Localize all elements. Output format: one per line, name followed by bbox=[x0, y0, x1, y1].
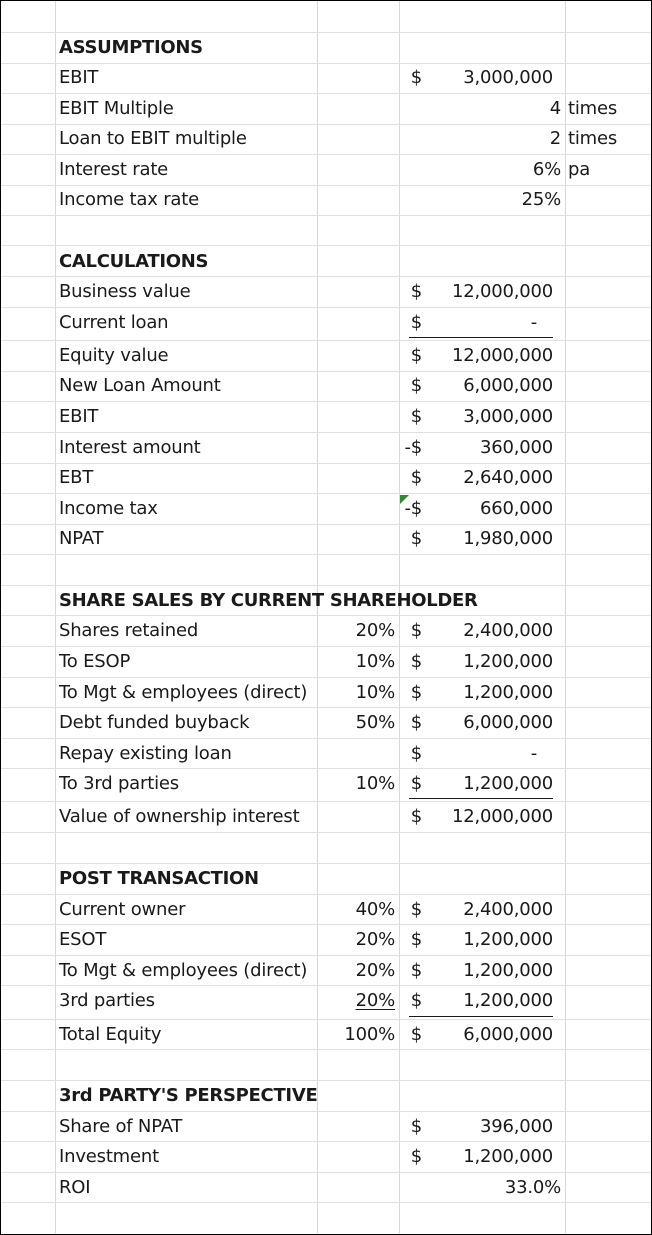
negative-dollar-sign: -$ bbox=[404, 437, 422, 458]
dollar-sign: $ bbox=[410, 899, 422, 920]
amount-value: 3,000,000 bbox=[463, 406, 553, 427]
dollar-sign: $ bbox=[410, 1024, 422, 1045]
amount-value: 2,400,000 bbox=[463, 620, 553, 641]
row-label: Business value bbox=[59, 281, 191, 302]
table-row[interactable] bbox=[1, 769, 651, 799]
row-label: Debt funded buyback bbox=[59, 712, 250, 733]
row-label: To 3rd parties bbox=[59, 773, 179, 794]
amount-value: 1,980,000 bbox=[463, 528, 553, 549]
amount-value: 4 bbox=[549, 98, 561, 119]
dollar-sign: $ bbox=[410, 1116, 422, 1137]
table-row[interactable] bbox=[1, 739, 651, 769]
row-label: New Loan Amount bbox=[59, 375, 221, 396]
amount-value: - bbox=[530, 312, 537, 333]
percent-value: 10% bbox=[355, 773, 395, 794]
amount-value: 1,200,000 bbox=[463, 773, 553, 794]
dollar-sign: $ bbox=[410, 651, 422, 672]
row-label: Repay existing loan bbox=[59, 743, 232, 764]
amount-value: 6% bbox=[532, 159, 561, 180]
amount-value: 1,200,000 bbox=[463, 651, 553, 672]
row-label: ROI bbox=[59, 1177, 91, 1198]
percent-value: 100% bbox=[344, 1024, 395, 1045]
amount-value: 6,000,000 bbox=[463, 375, 553, 396]
table-row[interactable] bbox=[1, 925, 651, 955]
table-row[interactable] bbox=[1, 1142, 651, 1172]
dollar-sign: $ bbox=[410, 281, 422, 302]
dollar-sign: $ bbox=[410, 528, 422, 549]
amount-value: 12,000,000 bbox=[451, 345, 553, 366]
row-label: EBIT Multiple bbox=[59, 98, 174, 119]
row-label: Income tax rate bbox=[59, 189, 199, 210]
percent-value: 40% bbox=[355, 899, 395, 920]
dollar-sign: $ bbox=[410, 467, 422, 488]
table-row[interactable] bbox=[1, 708, 651, 738]
table-row[interactable] bbox=[1, 155, 651, 185]
table-row[interactable] bbox=[1, 647, 651, 677]
row-label: 3rd parties bbox=[59, 990, 155, 1011]
row-label: Total Equity bbox=[59, 1024, 162, 1045]
assumptions-heading: ASSUMPTIONS bbox=[59, 37, 203, 58]
row-label: Current owner bbox=[59, 899, 186, 920]
row-label: Investment bbox=[59, 1146, 159, 1167]
table-row[interactable] bbox=[1, 1020, 651, 1050]
row-label: EBIT bbox=[59, 406, 99, 427]
row-label: Income tax bbox=[59, 498, 158, 519]
row-label: Equity value bbox=[59, 345, 169, 366]
table-row[interactable] bbox=[1, 463, 651, 493]
row-label: Current loan bbox=[59, 312, 169, 333]
table-row[interactable] bbox=[1, 433, 651, 463]
amount-value: 1,200,000 bbox=[463, 990, 553, 1011]
amount-value: 1,200,000 bbox=[463, 960, 553, 981]
dollar-sign: $ bbox=[410, 345, 422, 366]
percent-value: 10% bbox=[355, 682, 395, 703]
percent-value: 50% bbox=[355, 712, 395, 733]
subtotal-underline bbox=[409, 337, 553, 338]
row-label: Shares retained bbox=[59, 620, 199, 641]
percent-value: 10% bbox=[355, 651, 395, 672]
amount-value: 3,000,000 bbox=[463, 67, 553, 88]
dollar-sign: $ bbox=[410, 929, 422, 950]
dollar-sign: $ bbox=[410, 682, 422, 703]
unit-label: times bbox=[568, 98, 618, 119]
table-row[interactable] bbox=[1, 524, 651, 554]
subtotal-underline bbox=[409, 1016, 553, 1017]
amount-value: 396,000 bbox=[479, 1116, 553, 1137]
dollar-sign: $ bbox=[410, 712, 422, 733]
dollar-sign: $ bbox=[410, 1146, 422, 1167]
calculations-heading: CALCULATIONS bbox=[59, 251, 209, 272]
table-row[interactable] bbox=[1, 986, 651, 1016]
amount-value: 12,000,000 bbox=[451, 806, 553, 827]
row-label: EBT bbox=[59, 467, 94, 488]
table-row[interactable] bbox=[1, 341, 651, 371]
table-row[interactable] bbox=[1, 494, 651, 524]
table-row[interactable] bbox=[1, 616, 651, 646]
dollar-sign: $ bbox=[410, 620, 422, 641]
table-row[interactable] bbox=[1, 185, 651, 215]
dollar-sign: $ bbox=[410, 806, 422, 827]
unit-label: times bbox=[568, 128, 618, 149]
amount-value: - bbox=[530, 743, 537, 764]
table-row[interactable] bbox=[1, 371, 651, 401]
negative-dollar-sign: -$ bbox=[404, 498, 422, 519]
dollar-sign: $ bbox=[410, 773, 422, 794]
section-heading-row[interactable] bbox=[1, 247, 651, 277]
row-label: Loan to EBIT multiple bbox=[59, 128, 247, 149]
table-row[interactable] bbox=[1, 308, 651, 338]
row-gridline bbox=[1, 554, 651, 555]
amount-value: 6,000,000 bbox=[463, 1024, 553, 1045]
table-row[interactable] bbox=[1, 956, 651, 986]
row-label: To Mgt & employees (direct) bbox=[59, 960, 308, 981]
amount-value: 1,200,000 bbox=[463, 929, 553, 950]
dollar-sign: $ bbox=[410, 312, 422, 333]
amount-value: 12,000,000 bbox=[451, 281, 553, 302]
share-sales-heading: SHARE SALES BY CURRENT SHAREHOLDER bbox=[59, 590, 478, 611]
table-row[interactable] bbox=[1, 63, 651, 93]
percent-value: 20% bbox=[355, 960, 395, 981]
amount-value: 2,400,000 bbox=[463, 899, 553, 920]
row-label: Interest amount bbox=[59, 437, 201, 458]
table-row[interactable] bbox=[1, 895, 651, 925]
percent-value: 20% bbox=[355, 990, 395, 1011]
amount-value: 360,000 bbox=[479, 437, 553, 458]
post-transaction-heading: POST TRANSACTION bbox=[59, 868, 259, 889]
dollar-sign: $ bbox=[410, 990, 422, 1011]
amount-value: 2 bbox=[549, 128, 561, 149]
dollar-sign: $ bbox=[410, 375, 422, 396]
amount-value: 33.0% bbox=[504, 1177, 561, 1198]
table-row[interactable] bbox=[1, 1173, 651, 1203]
row-label: NPAT bbox=[59, 528, 104, 549]
percent-value: 20% bbox=[355, 620, 395, 641]
percent-value: 20% bbox=[355, 929, 395, 950]
third-party-heading: 3rd PARTY'S PERSPECTIVE bbox=[59, 1085, 318, 1106]
dollar-sign: $ bbox=[410, 960, 422, 981]
unit-label: pa bbox=[568, 159, 591, 180]
row-label: To Mgt & employees (direct) bbox=[59, 682, 308, 703]
row-label: Value of ownership interest bbox=[59, 806, 300, 827]
dollar-sign: $ bbox=[410, 743, 422, 764]
table-row[interactable] bbox=[1, 1112, 651, 1142]
amount-value: 1,200,000 bbox=[463, 682, 553, 703]
row-gridline bbox=[1, 832, 651, 833]
table-row[interactable] bbox=[1, 678, 651, 708]
dollar-sign: $ bbox=[410, 406, 422, 427]
amount-value: 25% bbox=[521, 189, 561, 210]
table-row[interactable] bbox=[1, 94, 651, 124]
row-gridline bbox=[1, 245, 651, 246]
amount-value: 1,200,000 bbox=[463, 1146, 553, 1167]
row-gridline bbox=[1, 215, 651, 216]
row-label: Interest rate bbox=[59, 159, 169, 180]
row-label: Share of NPAT bbox=[59, 1116, 183, 1137]
section-heading-row[interactable] bbox=[1, 864, 651, 894]
amount-value: 660,000 bbox=[479, 498, 553, 519]
subtotal-underline bbox=[409, 798, 553, 799]
amount-value: 2,640,000 bbox=[463, 467, 553, 488]
section-heading-row[interactable] bbox=[1, 33, 651, 63]
row-label: To ESOP bbox=[59, 651, 131, 672]
amount-value: 6,000,000 bbox=[463, 712, 553, 733]
table-row[interactable] bbox=[1, 402, 651, 432]
table-row[interactable] bbox=[1, 124, 651, 154]
section-heading-row[interactable] bbox=[1, 586, 651, 616]
table-row[interactable] bbox=[1, 277, 651, 307]
table-row[interactable] bbox=[1, 802, 651, 832]
dollar-sign: $ bbox=[410, 67, 422, 88]
row-label: ESOT bbox=[59, 929, 107, 950]
section-heading-row[interactable] bbox=[1, 1081, 651, 1111]
row-label: EBIT bbox=[59, 67, 99, 88]
